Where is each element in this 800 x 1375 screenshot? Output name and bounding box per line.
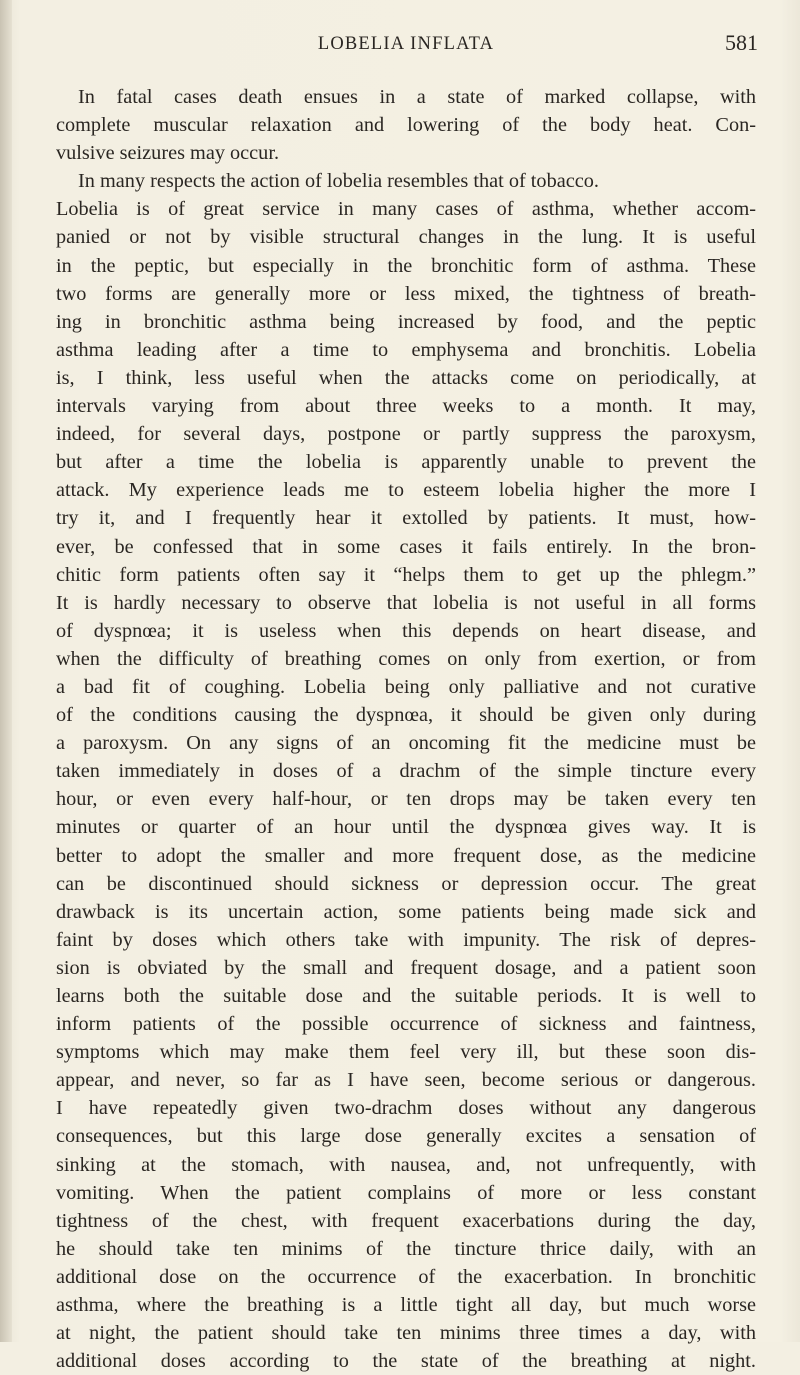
text-line: a paroxysm. On any signs of an oncoming fit the medicine must be xyxy=(56,732,756,755)
text-line: try it, and I frequently hear it extolled by patients. It must, how- xyxy=(56,507,756,530)
text-line: sinking at the stomach, with nausea, and, not unfrequently, with xyxy=(56,1153,756,1176)
text-line: I have repeatedly given two-drachm doses without any dangerous xyxy=(56,1097,756,1120)
running-title: LOBELIA INFLATA xyxy=(317,34,495,54)
text-line: additional doses according to the state of the breathing at night. xyxy=(56,1350,756,1373)
text-line: symptoms which may make them feel very ill, but these soon dis- xyxy=(56,1041,756,1064)
text-line: learns both the suitable dose and the suitable periods. It is well to xyxy=(56,985,756,1007)
text-line: In fatal cases death ensues in a state of marked collapse, with xyxy=(78,86,756,108)
text-line: ever, be confessed that in some cases it fails entirely. In the bron- xyxy=(56,535,756,558)
text-line: of the conditions causing the dyspnœa, it should be given only during xyxy=(56,704,756,727)
text-line: sion is obviated by the small and frequent dosage, and a patient soon xyxy=(56,956,756,979)
text-line: faint by doses which others take with impunity. The risk of depres- xyxy=(56,928,756,951)
text-line: chitic form patients often say it “helps them to get up the phlegm.” xyxy=(56,563,756,586)
text-line: at night, the patient should take ten minims three times a day, with xyxy=(56,1322,756,1345)
text-line: consequences, but this large dose generally excites a sensation of xyxy=(56,1125,756,1148)
text-line: attack. My experience leads me to esteem lobelia higher the more I xyxy=(56,479,756,502)
text-line: when the difficulty of breathing comes on only from exertion, or from xyxy=(56,647,756,670)
text-line: vulsive seizures may occur. xyxy=(56,142,280,165)
text-line: Lobelia is of great service in many cases of asthma, whether accom- xyxy=(56,198,756,221)
text-line: asthma, where the breathing is a little tight all day, but much worse xyxy=(56,1294,756,1317)
text-line: but after a time the lobelia is apparently unable to prevent the xyxy=(56,451,756,474)
text-line: panied or not by visible structural changes in the lung. It is useful xyxy=(56,226,756,249)
text-line: in the peptic, but especially in the bronchitic form of asthma. These xyxy=(56,254,756,277)
page-number: 581 xyxy=(725,30,758,55)
text-line: of dyspnœa; it is useless when this depends on heart disease, and xyxy=(56,619,756,642)
text-line: indeed, for several days, postpone or partly suppress the paroxysm, xyxy=(56,423,756,446)
running-head xyxy=(56,30,756,60)
text-line: intervals varying from about three weeks to a month. It may, xyxy=(56,395,756,418)
text-line: he should take ten minims of the tincture thrice daily, with an xyxy=(56,1237,756,1260)
text-line: taken immediately in doses of a drachm of the simple tincture every xyxy=(56,760,756,783)
text-line: additional dose on the occurrence of the exacerbation. In bronchitic xyxy=(56,1265,756,1288)
text-line: tightness of the chest, with frequent exacerbations during the day, xyxy=(56,1209,756,1232)
text-line: inform patients of the possible occurrence of sickness and faintness, xyxy=(56,1013,756,1036)
text-line: asthma leading after a time to emphysema and bronchitis. Lobelia xyxy=(56,338,756,361)
text-line: is, I think, less useful when the attacks come on periodically, at xyxy=(56,366,756,389)
body-text xyxy=(56,83,756,1375)
text-line: drawback is its uncertain action, some patients being made sick and xyxy=(56,900,756,923)
text-line: hour, or even every half-hour, or ten drops may be taken every ten xyxy=(56,788,756,811)
binding-shadow xyxy=(0,0,12,1342)
text-line: can be discontinued should sickness or depression occur. The great xyxy=(56,872,756,895)
text-line: In many respects the action of lobelia resembles that of tobacco. xyxy=(78,170,599,193)
text-line: vomiting. When the patient complains of more or less constant xyxy=(56,1181,756,1204)
text-line: two forms are generally more or less mixed, the tightness of breath- xyxy=(56,282,756,305)
text-line: better to adopt the smaller and more frequent dose, as the medicine xyxy=(56,844,756,867)
text-line: It is hardly necessary to observe that lobelia is not useful in all forms xyxy=(56,591,756,614)
text-line: ing in bronchitic asthma being increased by food, and the peptic xyxy=(56,310,756,333)
text-line: a bad fit of coughing. Lobelia being only palliative and not curative xyxy=(56,675,756,698)
text-line: minutes or quarter of an hour until the dyspnœa gives way. It is xyxy=(56,816,756,839)
text-line: complete muscular relaxation and lowering of the body heat. Con- xyxy=(56,114,756,137)
text-line: appear, and never, so far as I have seen, become serious or dangerous. xyxy=(56,1069,756,1092)
